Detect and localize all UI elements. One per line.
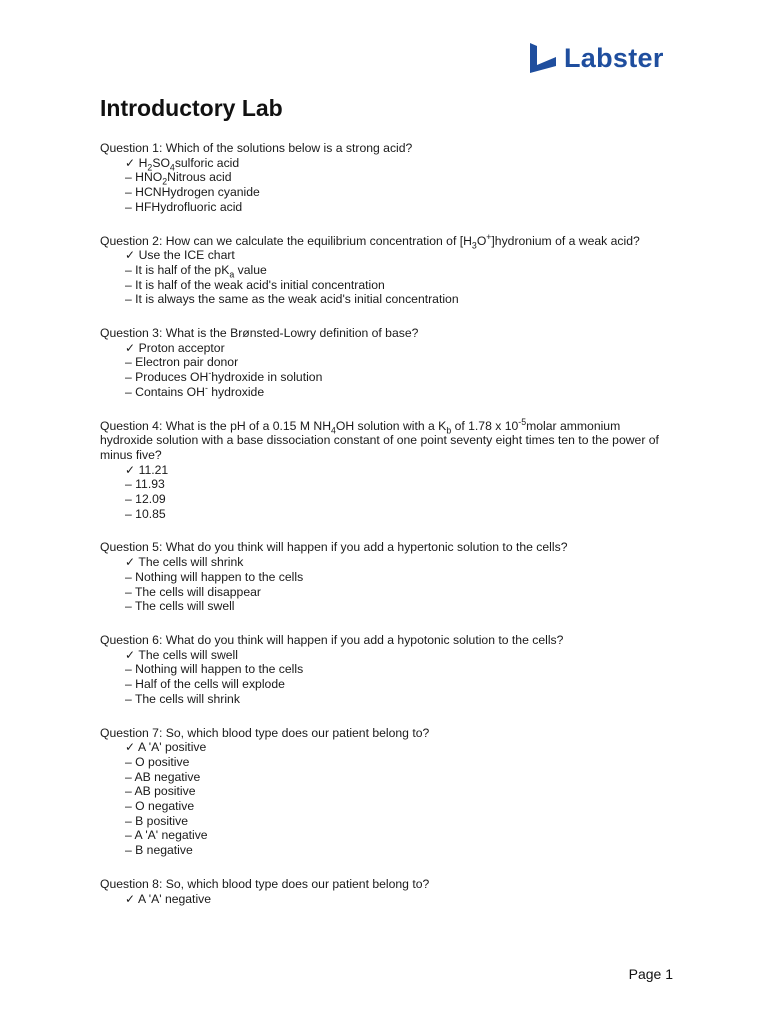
dash-icon: – bbox=[125, 492, 132, 507]
dash-icon: – bbox=[125, 477, 132, 492]
answer-option bbox=[125, 814, 675, 829]
question-text bbox=[100, 416, 675, 463]
answer-option bbox=[125, 755, 675, 770]
text-run: SO bbox=[152, 155, 170, 170]
correct-answer bbox=[125, 463, 675, 478]
subscript: 2 bbox=[147, 162, 153, 173]
dash-icon: – bbox=[125, 292, 132, 307]
page-number: Page 1 bbox=[628, 966, 673, 982]
text-run: Use the ICE chart bbox=[138, 248, 235, 263]
question-text bbox=[100, 877, 675, 892]
correct-answer bbox=[125, 248, 675, 263]
correct-answer bbox=[125, 555, 675, 570]
text-run: value bbox=[234, 262, 267, 277]
text-run: HNO bbox=[135, 170, 163, 185]
checkmark-icon: ✓ bbox=[125, 248, 136, 263]
dash-icon: – bbox=[125, 662, 132, 677]
answer-option bbox=[125, 382, 675, 400]
labster-logo-icon bbox=[528, 42, 558, 74]
answer-options bbox=[100, 248, 675, 307]
subscript: 3 bbox=[471, 239, 477, 250]
text-run: Question 2: How can we calculate the equilibrium concentration of [H bbox=[100, 233, 472, 248]
dash-icon: – bbox=[125, 813, 132, 828]
question-block bbox=[100, 326, 675, 400]
text-run: It is half of the weak acid's initial concentration bbox=[135, 277, 385, 292]
text-run: B negative bbox=[135, 843, 193, 858]
text-run: The cells will disappear bbox=[134, 584, 261, 599]
question-text bbox=[100, 231, 675, 250]
superscript: - bbox=[208, 368, 212, 379]
text-run: The cells will shrink bbox=[134, 691, 240, 706]
answer-option bbox=[125, 492, 675, 507]
text-run: Nitrous acid bbox=[167, 170, 232, 185]
dash-icon: – bbox=[125, 277, 132, 292]
question-text bbox=[100, 326, 675, 341]
text-run: hydroxide bbox=[207, 384, 265, 399]
text-run: ]hydronium of a weak acid? bbox=[491, 233, 640, 248]
question-block bbox=[100, 141, 675, 215]
dash-icon: – bbox=[125, 799, 132, 814]
dash-icon: – bbox=[125, 506, 132, 521]
answer-option bbox=[125, 263, 675, 278]
answer-option bbox=[125, 770, 675, 785]
question-block bbox=[100, 416, 675, 522]
correct-answer bbox=[125, 892, 675, 907]
question-block bbox=[100, 540, 675, 614]
answer-option bbox=[125, 692, 675, 707]
answer-option bbox=[125, 799, 675, 814]
answer-options bbox=[100, 648, 675, 707]
text-run: Question 3: What is the Brønsted-Lowry definition of base? bbox=[100, 326, 419, 341]
dash-icon: – bbox=[125, 262, 132, 277]
answer-option bbox=[125, 292, 675, 307]
dash-icon: – bbox=[125, 170, 132, 185]
subscript: b bbox=[446, 424, 452, 435]
answer-options bbox=[100, 156, 675, 215]
answer-option bbox=[125, 170, 675, 185]
text-run: It is always the same as the weak acid's initial concentration bbox=[135, 292, 459, 307]
answer-option bbox=[125, 477, 675, 492]
dash-icon: – bbox=[125, 828, 132, 843]
answer-options bbox=[100, 892, 675, 907]
answer-option bbox=[125, 507, 675, 522]
text-run: Question 4: What is the pH of a 0.15 M NH bbox=[100, 418, 331, 433]
question-text bbox=[100, 540, 675, 555]
question-list bbox=[100, 141, 675, 925]
answer-option bbox=[125, 828, 675, 843]
correct-answer bbox=[125, 156, 675, 171]
dash-icon: – bbox=[125, 569, 132, 584]
text-run: AB positive bbox=[134, 784, 196, 799]
answer-option bbox=[125, 585, 675, 600]
checkmark-icon: ✓ bbox=[125, 891, 136, 906]
text-run: Produces OH bbox=[135, 370, 209, 385]
question-text bbox=[100, 633, 675, 648]
answer-option bbox=[125, 784, 675, 799]
dash-icon: – bbox=[125, 584, 132, 599]
text-run: 11.21 bbox=[138, 462, 169, 477]
correct-answer bbox=[125, 740, 675, 755]
dash-icon: – bbox=[125, 370, 132, 385]
answer-option bbox=[125, 185, 675, 200]
dash-icon: – bbox=[125, 199, 132, 214]
dash-icon: – bbox=[125, 769, 132, 784]
dash-icon: – bbox=[125, 677, 132, 692]
text-run: Question 8: So, which blood type does our patient belong to? bbox=[100, 876, 430, 891]
text-run: sulforic acid bbox=[174, 155, 240, 170]
subscript: 4 bbox=[331, 424, 336, 435]
dash-icon: – bbox=[125, 691, 132, 706]
answer-options bbox=[100, 740, 675, 858]
text-run: Nothing will happen to the cells bbox=[135, 662, 304, 677]
text-run: of 1.78 x 10 bbox=[451, 418, 519, 433]
question-block bbox=[100, 231, 675, 308]
text-run: 12.09 bbox=[135, 492, 166, 507]
text-run: H bbox=[138, 155, 148, 170]
dash-icon: – bbox=[125, 185, 132, 200]
answer-options bbox=[100, 463, 675, 522]
answer-options bbox=[100, 555, 675, 614]
superscript: + bbox=[486, 231, 492, 242]
checkmark-icon: ✓ bbox=[125, 462, 136, 477]
text-run: It is half of the pK bbox=[135, 262, 230, 277]
text-run: HCNHydrogen cyanide bbox=[135, 185, 260, 200]
text-run: 11.93 bbox=[135, 477, 165, 492]
text-run: Question 5: What do you think will happen if you add a hypertonic solution to the cells? bbox=[100, 540, 568, 555]
brand-name: Labster bbox=[564, 43, 664, 73]
text-run: Contains OH bbox=[135, 384, 205, 399]
subscript: a bbox=[229, 269, 235, 280]
checkmark-icon: ✓ bbox=[125, 555, 136, 570]
answer-options bbox=[100, 341, 675, 400]
text-run: B positive bbox=[135, 813, 189, 828]
question-block bbox=[100, 726, 675, 858]
text-run: Nothing will happen to the cells bbox=[135, 569, 304, 584]
question-block bbox=[100, 877, 675, 906]
checkmark-icon: ✓ bbox=[125, 647, 136, 662]
answer-option bbox=[125, 570, 675, 585]
answer-option bbox=[125, 599, 675, 614]
text-run: A 'A' positive bbox=[137, 740, 207, 755]
answer-option bbox=[125, 278, 675, 293]
text-run: 10.85 bbox=[135, 506, 166, 521]
text-run: A 'A' negative bbox=[137, 891, 212, 906]
text-run: The cells will swell bbox=[134, 599, 235, 614]
page-title: Introductory Lab bbox=[100, 95, 283, 121]
text-run: Proton acceptor bbox=[138, 340, 225, 355]
dash-icon: – bbox=[125, 843, 132, 858]
superscript: -5 bbox=[518, 416, 527, 427]
text-run: O negative bbox=[135, 799, 195, 814]
dash-icon: – bbox=[125, 754, 132, 769]
text-run: Question 7: So, which blood type does our patient belong to? bbox=[100, 725, 430, 740]
checkmark-icon: ✓ bbox=[125, 340, 136, 355]
dash-icon: – bbox=[125, 355, 132, 370]
text-run: hydroxide in solution bbox=[211, 370, 323, 385]
correct-answer bbox=[125, 648, 675, 663]
text-run: A 'A' negative bbox=[134, 828, 208, 843]
dash-icon: – bbox=[125, 599, 132, 614]
checkmark-icon: ✓ bbox=[125, 740, 136, 755]
correct-answer bbox=[125, 341, 675, 356]
subscript: 2 bbox=[162, 176, 168, 187]
checkmark-icon: ✓ bbox=[125, 155, 136, 170]
text-run: Half of the cells will explode bbox=[135, 677, 285, 692]
text-run: The cells will shrink bbox=[138, 555, 244, 570]
labster-logo bbox=[528, 42, 664, 74]
answer-option bbox=[125, 662, 675, 677]
question-text bbox=[100, 141, 675, 156]
answer-option bbox=[125, 677, 675, 692]
dash-icon: – bbox=[125, 784, 132, 799]
dash-icon: – bbox=[125, 384, 132, 399]
text-run: Question 1: Which of the solutions below is a strong acid? bbox=[100, 141, 413, 155]
question-block bbox=[100, 633, 675, 707]
text-run: O positive bbox=[135, 754, 190, 769]
answer-option bbox=[125, 843, 675, 858]
text-run: HFHydrofluoric acid bbox=[135, 199, 243, 214]
superscript: - bbox=[204, 382, 208, 393]
subscript: 4 bbox=[169, 162, 175, 173]
text-run: O bbox=[476, 233, 487, 248]
text-run: Electron pair donor bbox=[135, 355, 239, 370]
text-run: OH solution with a K bbox=[335, 418, 447, 433]
question-text bbox=[100, 726, 675, 741]
text-run: Question 6: What do you think will happen if you add a hypotonic solution to the cells? bbox=[100, 632, 564, 647]
answer-option bbox=[125, 200, 675, 215]
text-run: The cells will swell bbox=[138, 647, 238, 662]
text-run: molar ammonium hydroxide solution with a base dissociation constant of one point seventy eight times ten to the power of minus five? bbox=[100, 418, 659, 462]
text-run: AB negative bbox=[134, 769, 201, 784]
